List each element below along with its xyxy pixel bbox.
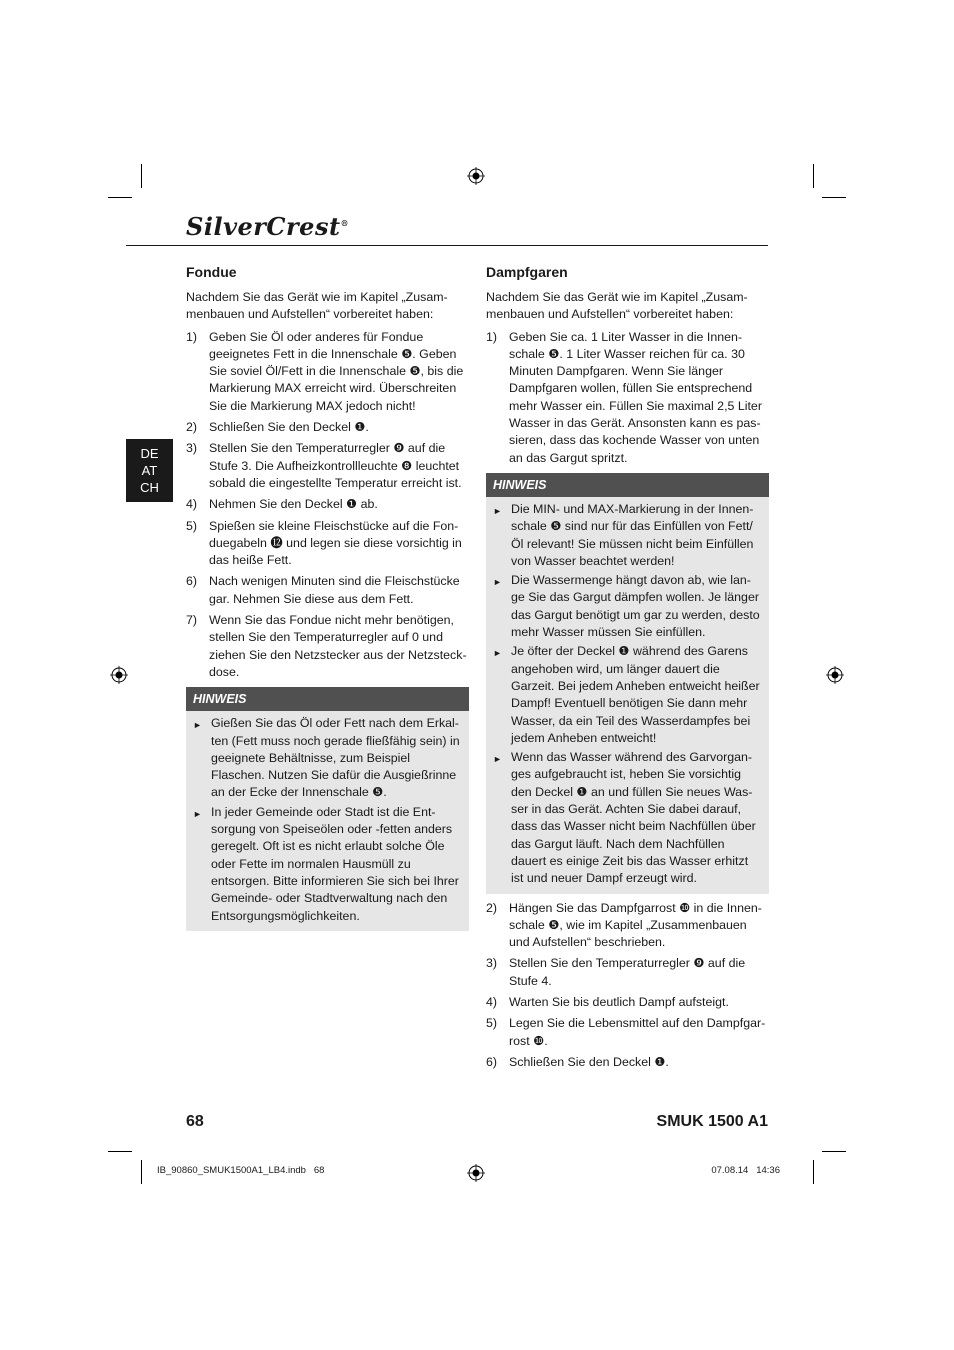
step-number: 6) xyxy=(486,1054,498,1069)
step-item xyxy=(486,955,769,990)
section-title: Fondue xyxy=(186,264,237,280)
step-item xyxy=(486,1054,769,1071)
steps-list xyxy=(486,900,769,1072)
step-text: Hängen Sie das Dampfgarrost ❿ in die Innen-schale ❺, wie im Kapitel „Zusammenbauen und Aufstellen“ beschrieben. xyxy=(509,900,762,950)
arrow-right-icon: ► xyxy=(493,577,502,588)
note-list xyxy=(486,501,769,888)
crop-mark xyxy=(822,1151,846,1152)
step-item xyxy=(486,994,769,1011)
step-text: Warten Sie bis deutlich Dampf aufsteigt. xyxy=(509,994,729,1009)
step-item xyxy=(186,419,469,436)
date-slug: 07.08.14 14:36 xyxy=(711,1165,780,1176)
step-text: Legen Sie die Lebensmittel auf den Dampfgar-rost ❿. xyxy=(509,1016,766,1048)
note-heading: HINWEIS xyxy=(186,687,469,711)
registered-mark: ® xyxy=(340,218,350,228)
note-list xyxy=(186,715,469,925)
step-text: Stellen Sie den Temperaturregler ❾ auf die Stufe 4. xyxy=(509,956,746,988)
step-text: Geben Sie Öl oder anderes für Fondue geeignetes Fett in die Innenschale ❺. Geben Sie soviel Öl/Fett in die Innenschale ❺, bis die Markierung MAX erreicht wird. Überschreiten Sie die Markierung MAX jedoch nicht! xyxy=(209,329,464,413)
file-slug: IB_90860_SMUK1500A1_LB4.indb 68 xyxy=(157,1165,325,1176)
crop-mark xyxy=(141,1160,142,1184)
step-item xyxy=(486,900,769,952)
step-item xyxy=(186,573,469,608)
arrow-right-icon: ► xyxy=(493,754,502,765)
step-number: 5) xyxy=(186,518,198,533)
step-item xyxy=(186,518,469,570)
step-number: 3) xyxy=(486,956,498,971)
dampfgaren-section xyxy=(486,262,769,1075)
note-item xyxy=(493,749,763,887)
step-text: Nehmen Sie den Deckel ❶ ab. xyxy=(209,497,378,512)
note-item xyxy=(193,715,463,801)
step-number: 7) xyxy=(186,613,198,628)
crop-mark xyxy=(108,197,132,198)
step-number: 3) xyxy=(186,441,198,456)
step-text: Nach wenigen Minuten sind die Fleischstücke gar. Nehmen Sie diese aus dem Fett. xyxy=(209,574,460,606)
note-text: Gießen Sie das Öl oder Fett nach dem Erkal-ten (Fett muss noch gerade fließfähig sein) in geeignete Behältnisse, zum Beispiel Flaschen. Nutzen Sie dafür die Ausgießrinne an der Ecke der Innenschale ❺. xyxy=(211,716,460,800)
note-text: Wenn das Wasser während des Garvorgan-ges aufgebraucht ist, heben Sie vorsichtig den Deckel ❶ an und füllen Sie neues Was-ser in das Gerät. Achten Sie dabei darauf, dass das Wasser nicht beim Nachfüllen über das Gargut läuft. Nach dem Nachfüllen dauert es einige Zeit bis das Wasser erhitzt ist und neuer Dampf erzeugt wird. xyxy=(511,750,756,886)
note-heading: HINWEIS xyxy=(486,473,769,497)
step-number: 2) xyxy=(186,420,198,435)
step-text: Schließen Sie den Deckel ❶. xyxy=(209,420,369,435)
step-number: 2) xyxy=(486,900,498,915)
registration-mark-icon xyxy=(826,666,844,684)
step-item xyxy=(186,496,469,513)
step-item xyxy=(186,612,469,681)
note-box xyxy=(186,687,469,931)
note-text: In jeder Gemeinde oder Stadt ist die Ent-sorgung von Speiseölen oder -fetten anders geregelt. Oft ist es nicht erlaubt solche Öle oder Fette im normalen Hausmüll zu entsorgen. Bitte informieren Sie sich bei Ihrer Gemeinde- oder Stadtverwaltung nach den Entsorgungsmöglichkeiten. xyxy=(211,804,459,923)
arrow-right-icon: ► xyxy=(493,648,502,659)
section-intro: Nachdem Sie das Gerät wie im Kapitel „Zusam-menbauen und Aufstellen“ vorbereitet haben: xyxy=(186,290,448,322)
step-number: 5) xyxy=(486,1016,498,1031)
step-number: 4) xyxy=(186,497,198,512)
note-box xyxy=(486,473,769,894)
step-text: Wenn Sie das Fondue nicht mehr benötigen, stellen Sie den Temperaturregler auf 0 und ziehen Sie den Netzstecker aus der Netzsteck-dose. xyxy=(209,613,467,679)
step-number: 1) xyxy=(186,329,198,344)
lang-de: DE xyxy=(140,446,159,461)
language-tab xyxy=(126,439,173,502)
page-number: 68 xyxy=(186,1113,204,1130)
crop-mark xyxy=(813,164,814,188)
registration-mark-icon xyxy=(467,167,485,185)
note-item xyxy=(493,572,763,641)
note-text: Je öfter der Deckel ❶ während des Garens angehoben wird, um länger dauert die Garzeit. Bei jedem Anheben entweicht heißer Dampf! Eventuell benötigen Sie dann mehr Wasser, da ein Teil des Wasserdampfes bei jedem Anheben entweicht! xyxy=(511,644,760,745)
step-item xyxy=(186,329,469,415)
crop-mark xyxy=(813,1160,814,1184)
registration-mark-icon xyxy=(467,1164,485,1182)
fondue-section xyxy=(186,262,469,937)
header-rule xyxy=(126,245,768,246)
arrow-right-icon: ► xyxy=(193,720,202,731)
step-text: Spießen sie kleine Fleischstücke auf die Fon-duegabeln ⓬ und legen sie diese vorsichtig in das heiße Fett. xyxy=(209,518,462,568)
step-item xyxy=(186,440,469,492)
note-item xyxy=(193,804,463,925)
step-text: Stellen Sie den Temperaturregler ❾ auf die Stufe 3. Die Aufheizkontrollleuchte ❽ leuchtet sobald die eingestellte Temperatur erreicht ist. xyxy=(209,441,462,490)
arrow-right-icon: ► xyxy=(193,808,202,819)
step-item xyxy=(486,329,769,467)
step-number: 4) xyxy=(486,994,498,1009)
step-number: 6) xyxy=(186,574,198,589)
brand-name: SilverCrest xyxy=(186,212,341,241)
note-item xyxy=(493,643,763,747)
registration-mark-icon xyxy=(110,666,128,684)
section-intro: Nachdem Sie das Gerät wie im Kapitel „Zusam-menbauen und Aufstellen“ vorbereitet haben: xyxy=(486,290,748,322)
steps-list xyxy=(186,329,469,682)
lang-ch: CH xyxy=(140,480,159,495)
lang-at: AT xyxy=(141,463,158,478)
steps-list xyxy=(486,329,769,467)
step-text: Geben Sie ca. 1 Liter Wasser in die Innen-schale ❺. 1 Liter Wasser reichen für ca. 30 Minuten Dampfgaren. Wenn Sie länger Dampfgaren wollen, füllen Sie entsprechend mehr Wasser ein. Füllen Sie maximal 2,5 Liter Wasser in das Gerät. Ansonsten kann es pas-sieren, dass das kochende Wasser von unten an das Gargut spritzt. xyxy=(509,329,762,465)
step-item xyxy=(486,1015,769,1050)
step-number: 1) xyxy=(486,329,498,344)
note-text: Die Wassermenge hängt davon ab, wie lan-ge Sie das Gargut dämpfen wollen. Je länger das Gargut benötigt um gar zu werden, desto mehr Wasser müssen Sie einfüllen. xyxy=(511,573,760,640)
note-text: Die MIN- und MAX-Markierung in der Innen-schale ❺ sind nur für das Einfüllen von Fett/Öl relevant! Sie müssen nicht beim Einfüllen von Wasser beachtet werden! xyxy=(511,501,754,568)
step-text: Schließen Sie den Deckel ❶. xyxy=(509,1054,669,1069)
brand-logo xyxy=(186,212,349,241)
crop-mark xyxy=(108,1151,132,1152)
section-title: Dampfgaren xyxy=(486,264,568,280)
crop-mark xyxy=(822,197,846,198)
arrow-right-icon: ► xyxy=(493,505,502,516)
model-name: SMUK 1500 A1 xyxy=(656,1113,768,1130)
crop-mark xyxy=(141,164,142,188)
note-item xyxy=(493,501,763,570)
